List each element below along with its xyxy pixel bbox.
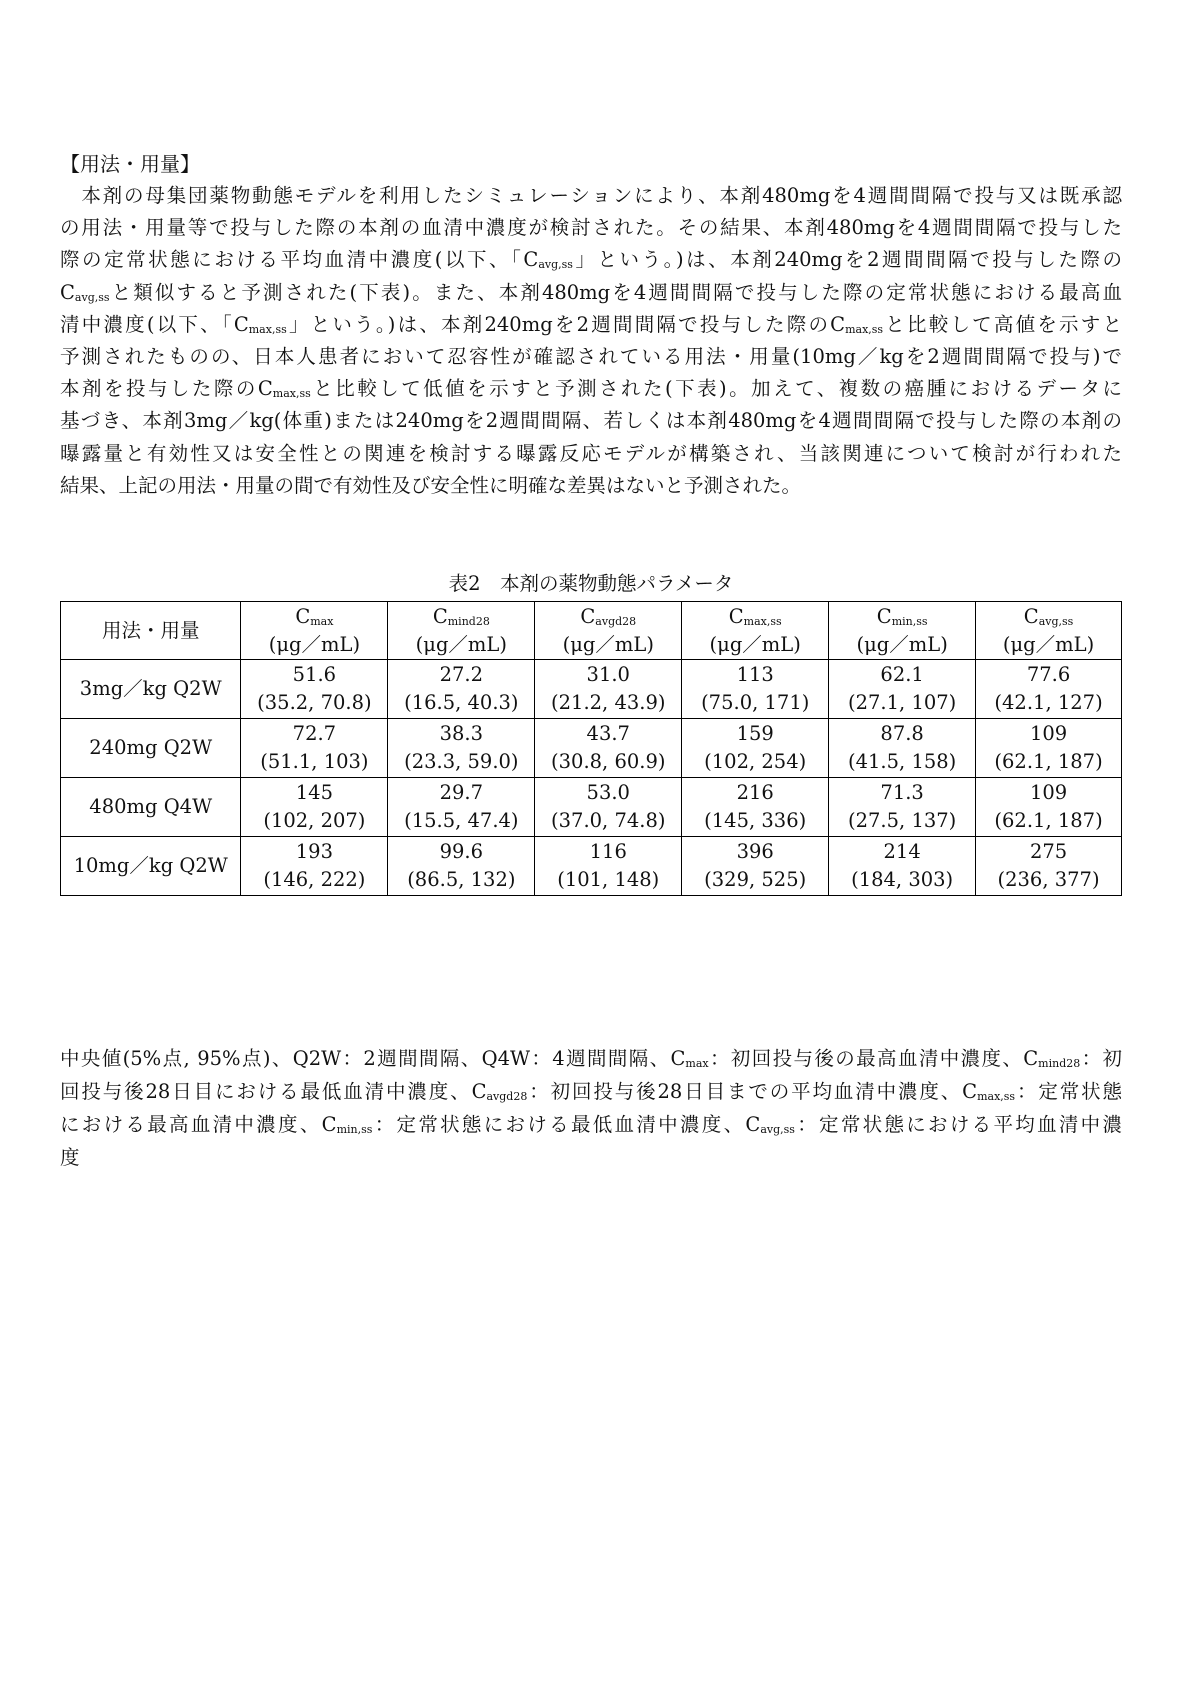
- median-value: 53.0: [586, 781, 630, 804]
- footnote-text: ：定常状態における平均血清中濃: [794, 1113, 1122, 1136]
- footnote-line: [60, 1108, 1122, 1141]
- document-page: [60, 148, 1122, 1169]
- median-value: 216: [736, 781, 774, 804]
- value-cell: [682, 778, 829, 837]
- value-cell: [241, 837, 388, 896]
- percentile-range: (329, 525): [704, 868, 807, 891]
- regimen-cell: 10mg／kg Q2W: [61, 837, 241, 896]
- percentile-range: (146, 222): [263, 868, 366, 891]
- subscript-text: max,ss: [845, 322, 884, 336]
- percentile-range: (30.8, 60.9): [551, 750, 666, 773]
- percentile-range: (62.1, 187): [994, 809, 1103, 832]
- paragraph-text: C: [60, 280, 75, 304]
- symbol-base: C: [1023, 604, 1039, 628]
- paragraph-line: [60, 341, 1122, 373]
- value-cell: [976, 837, 1122, 896]
- body-paragraph: [60, 180, 1122, 502]
- table-row: [61, 719, 1122, 778]
- percentile-range: (23.3, 59.0): [404, 750, 519, 773]
- percentile-range: (75.0, 171): [701, 691, 810, 714]
- subscript-text: avg,ss: [1038, 614, 1074, 628]
- table-row: [61, 837, 1122, 896]
- paragraph-line: [60, 405, 1122, 437]
- median-value: 275: [1029, 840, 1068, 863]
- paragraph-line: [60, 438, 1122, 470]
- value-cell: [535, 719, 682, 778]
- column-unit: (μg／mL): [268, 632, 361, 656]
- paragraph-line: [60, 244, 1122, 276]
- column-header: [976, 602, 1122, 660]
- paragraph-text: 予測されたものの、日本人患者において忍容性が確認されている用法・用量(10mg／kgを2週間間隔で投与)で: [60, 344, 1122, 368]
- column-unit: (μg／mL): [1002, 632, 1095, 656]
- value-cell: [829, 660, 976, 719]
- table-header-row: [61, 602, 1122, 660]
- footnote-text: ：定常状態: [1015, 1080, 1122, 1103]
- value-cell: [241, 778, 388, 837]
- median-value: 87.8: [880, 722, 924, 745]
- percentile-range: (41.5, 158): [848, 750, 957, 773]
- value-cell: [388, 778, 535, 837]
- percentile-range: (51.1, 103): [260, 750, 369, 773]
- percentile-range: (15.5, 47.4): [404, 809, 519, 832]
- row-header-label: 用法・用量: [61, 602, 241, 660]
- column-header-symbol: [682, 603, 828, 631]
- footnote-text: ：初回投与後28日目までの平均血清中濃度、C: [527, 1080, 978, 1103]
- median-value: 77.6: [1026, 663, 1071, 686]
- subscript-text: max: [310, 614, 334, 628]
- percentile-range: (37.0, 74.8): [551, 809, 666, 832]
- column-unit: (μg／mL): [856, 632, 948, 656]
- value-cell: [682, 837, 829, 896]
- median-value: 159: [736, 722, 774, 745]
- column-header: [388, 602, 535, 660]
- median-value: 214: [883, 840, 921, 863]
- value-cell: [976, 660, 1122, 719]
- subscript-text: max: [685, 1057, 709, 1070]
- median-value: 27.2: [439, 663, 484, 686]
- paragraph-text: 基づき、本剤3mg／kg(体重)または240mgを2週間間隔、若しくは本剤480mgを4週間間隔で投与した際の本剤の: [60, 409, 1122, 433]
- value-cell: [388, 719, 535, 778]
- subscript-text: avg,ss: [538, 258, 573, 272]
- subscript-text: avgd28: [486, 1090, 528, 1103]
- value-cell: [682, 660, 829, 719]
- percentile-range: (62.1, 187): [994, 750, 1103, 773]
- pk-parameter-table: [60, 601, 1122, 896]
- percentile-range: (145, 336): [704, 809, 807, 832]
- column-unit: (μg／mL): [562, 632, 654, 656]
- value-cell: [682, 719, 829, 778]
- paragraph-text: 本剤を投与した際のC: [60, 377, 273, 401]
- percentile-range: (35.2, 70.8): [257, 691, 372, 714]
- table-footnote: [60, 1042, 1122, 1174]
- median-value: 38.3: [439, 722, 484, 745]
- value-cell: [976, 719, 1122, 778]
- percentile-range: (42.1, 127): [994, 691, 1103, 714]
- paragraph-line: [60, 470, 1122, 502]
- percentile-range: (101, 148): [557, 868, 660, 891]
- median-value: 113: [736, 663, 774, 686]
- median-value: 99.6: [439, 840, 484, 863]
- column-header: [241, 602, 388, 660]
- median-value: 71.3: [880, 781, 924, 804]
- footnote-text: ：初回投与後の最高血清中濃度、C: [708, 1047, 1039, 1070]
- subscript-text: avgd28: [595, 614, 637, 628]
- footnote-text: ：定常状態における最低血清中濃度、C: [372, 1113, 761, 1136]
- column-header-symbol: [535, 603, 681, 631]
- value-cell: [535, 778, 682, 837]
- column-header: [535, 602, 682, 660]
- subscript-text: min,ss: [336, 1123, 373, 1136]
- paragraph-line: [60, 277, 1122, 309]
- value-cell: [388, 837, 535, 896]
- median-value: 396: [736, 840, 774, 863]
- percentile-range: (21.2, 43.9): [551, 691, 666, 714]
- value-cell: [829, 778, 976, 837]
- column-header-symbol: [829, 603, 975, 631]
- footnote-text: 中央値(5%点, 95%点)、Q2W：2週間間隔、Q4W：4週間間隔、C: [60, 1047, 686, 1070]
- paragraph-text: 本剤の母集団薬物動態モデルを利用したシミュレーションにより、本剤480mgを4週間間隔で投与又は既承認: [60, 184, 1122, 207]
- median-value: 72.7: [292, 722, 337, 745]
- subscript-text: avg,ss: [74, 290, 110, 304]
- footnote-line: [60, 1075, 1122, 1108]
- subscript-text: min,ss: [891, 614, 928, 628]
- symbol-base: C: [876, 604, 892, 628]
- value-cell: [535, 837, 682, 896]
- paragraph-text: と比較して低値を示すと予測された(下表)。加えて、複数の癌腫におけるデータに: [310, 377, 1122, 401]
- value-cell: [388, 660, 535, 719]
- symbol-base: C: [580, 604, 596, 628]
- paragraph-text: 清中濃度(以下、「C: [60, 312, 249, 336]
- paragraph-line: [60, 212, 1122, 244]
- paragraph-text: 曝露量と有効性又は安全性との関連を検討する曝露反応モデルが構築され、当該関連について検討が行われた: [60, 441, 1122, 465]
- percentile-range: (236, 377): [997, 868, 1100, 891]
- percentile-range: (102, 254): [704, 750, 807, 773]
- value-cell: [535, 660, 682, 719]
- median-value: 109: [1029, 722, 1068, 745]
- footnote-text: 回投与後28日目における最低血清中濃度、C: [60, 1080, 487, 1103]
- value-cell: [241, 719, 388, 778]
- paragraph-line: [60, 309, 1122, 341]
- value-cell: [241, 660, 388, 719]
- footnote-text: における最高血清中濃度、C: [60, 1113, 337, 1136]
- median-value: 62.1: [880, 663, 924, 686]
- footnote-line: [60, 1042, 1122, 1075]
- subscript-text: avg,ss: [760, 1123, 795, 1136]
- percentile-range: (16.5, 40.3): [404, 691, 519, 714]
- percentile-range: (86.5, 132): [407, 868, 516, 891]
- footnote-text: 度: [60, 1146, 80, 1169]
- paragraph-text: の用法・用量等で投与した際の本剤の血清中濃度が検討された。その結果、本剤480mgを4週間間隔で投与した: [60, 216, 1122, 240]
- column-unit: (μg／mL): [415, 632, 507, 656]
- paragraph-text: と類似すると予測された(下表)。また、本剤480mgを4週間間隔で投与した際の定常状態における最高血: [109, 280, 1122, 304]
- paragraph-line: [60, 373, 1122, 405]
- regimen-cell: 480mg Q4W: [61, 778, 241, 837]
- subscript-text: max,ss: [977, 1090, 1016, 1103]
- column-header: [682, 602, 829, 660]
- regimen-cell: 240mg Q2W: [61, 719, 241, 778]
- footnote-line: [60, 1141, 1122, 1174]
- median-value: 31.0: [586, 663, 630, 686]
- column-header-symbol: [388, 603, 534, 631]
- paragraph-line: [60, 180, 1122, 212]
- subscript-text: max,ss: [272, 387, 311, 401]
- paragraph-text: 結果、上記の用法・用量の間で有効性及び安全性に明確な差異はないと予測された。: [60, 473, 802, 497]
- median-value: 29.7: [439, 781, 484, 804]
- table-row: [61, 660, 1122, 719]
- subscript-text: mind28: [447, 614, 490, 628]
- paragraph-text: 」という。)は、本剤240mgを2週間間隔で投与した際のC: [286, 312, 846, 336]
- median-value: 193: [295, 840, 333, 863]
- median-value: 51.6: [292, 663, 337, 686]
- section-heading: 【用法・用量】: [60, 152, 200, 176]
- median-value: 145: [295, 781, 333, 804]
- value-cell: [829, 837, 976, 896]
- symbol-base: C: [728, 604, 744, 628]
- column-unit: (μg／mL): [709, 632, 801, 656]
- column-header-symbol: [241, 603, 387, 631]
- percentile-range: (27.1, 107): [848, 691, 957, 714]
- column-header: [829, 602, 976, 660]
- median-value: 116: [589, 840, 627, 863]
- paragraph-text: 際の定常状態における平均血清中濃度(以下、「C: [60, 248, 539, 272]
- symbol-base: C: [295, 604, 311, 628]
- percentile-range: (27.5, 137): [848, 809, 957, 832]
- column-header-symbol: [976, 603, 1121, 631]
- symbol-base: C: [432, 604, 448, 628]
- subscript-text: mind28: [1038, 1057, 1081, 1070]
- table-caption: 表2 本剤の薬物動態パラメータ: [448, 572, 734, 595]
- median-value: 109: [1029, 781, 1068, 804]
- median-value: 43.7: [586, 722, 630, 745]
- table-row: [61, 778, 1122, 837]
- footnote-text: ：初: [1080, 1047, 1122, 1070]
- value-cell: [829, 719, 976, 778]
- paragraph-text: と比較して高値を示すと: [883, 312, 1122, 336]
- regimen-cell: 3mg／kg Q2W: [61, 660, 241, 719]
- percentile-range: (184, 303): [851, 868, 954, 891]
- subscript-text: max,ss: [743, 614, 782, 628]
- subscript-text: max,ss: [248, 322, 287, 336]
- paragraph-text: 」という。)は、本剤240mgを2週間間隔で投与した際の: [572, 248, 1122, 272]
- value-cell: [976, 778, 1122, 837]
- percentile-range: (102, 207): [263, 809, 366, 832]
